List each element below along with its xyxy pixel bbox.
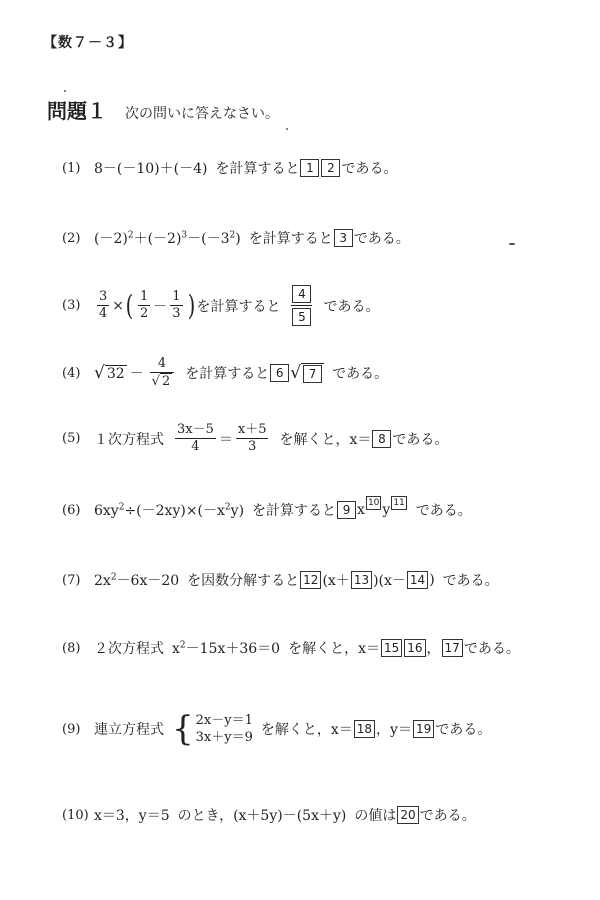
instruction-text: を計算すると (215, 161, 300, 177)
answer-box-15[interactable]: 15 (381, 639, 402, 657)
expression: 8－(－10)＋(－4) (94, 161, 208, 177)
question-6 (62, 500, 472, 520)
x-equals: x＝ (349, 431, 372, 448)
ending-text: である。 (442, 573, 499, 589)
fraction: $\frac{x+5}{3}$ (237, 422, 267, 454)
answer-fraction (291, 285, 312, 326)
answer-box-17[interactable]: 17 (442, 639, 463, 657)
ending-text: である。 (323, 298, 380, 315)
answer-box-11[interactable]: 11 (393, 498, 405, 508)
equation-label: ２次方程式 (94, 641, 164, 657)
expression: $6xy^2\div(-2xy)\times(-x^2y)$ (94, 502, 245, 519)
y-equals: y＝ (390, 722, 412, 738)
question-number: (3) (62, 298, 81, 313)
answer-box-13[interactable]: 13 (351, 571, 372, 589)
equation-1: 2x－y＝1 (195, 713, 253, 728)
ending-text: である。 (353, 231, 410, 247)
instruction-text: を計算すると (185, 366, 270, 382)
page-header: 【数７－３】 (43, 35, 133, 51)
instruction-text: を解くと， (260, 722, 331, 738)
answer-box-1[interactable]: 1 (300, 159, 319, 177)
answer-box-16[interactable]: 16 (404, 639, 425, 657)
question-number: (5) (62, 431, 81, 446)
ending-text: である。 (332, 366, 389, 382)
question-number: (4) (62, 365, 81, 381)
minus-sign: － (129, 366, 144, 382)
answer-box-3[interactable]: 3 (334, 229, 353, 247)
system-brace: { (172, 709, 194, 749)
question-number: (10) (62, 807, 89, 823)
answer-box-4[interactable]: 4 (292, 285, 311, 303)
fraction: 4 √ 2 (150, 356, 175, 390)
problem-title (47, 95, 279, 124)
question-number: (8) (62, 640, 81, 656)
instruction-text: を解くと， (288, 641, 359, 657)
fraction: $\frac{3x-5}{4}$ (177, 422, 214, 454)
ending-text: である。 (419, 808, 476, 824)
answer-box-18[interactable]: 18 (354, 720, 375, 738)
question-8 (62, 638, 520, 658)
answer-box-6[interactable]: 6 (270, 364, 289, 382)
square-root: √ 7 (290, 363, 324, 384)
equation-label: １次方程式 (94, 431, 164, 448)
question-7 (62, 570, 499, 590)
ending-text: である。 (415, 503, 472, 519)
question-number: (1) (62, 160, 81, 176)
equals-sign: ＝ (218, 431, 233, 448)
instruction-text: を計算すると (248, 231, 333, 247)
ending-text: である。 (435, 722, 492, 738)
expression: $(-2)^2+(-2)^3-(-3^2)$ (94, 230, 241, 247)
x-equals: x＝ (358, 641, 380, 657)
ending-text: である。 (463, 641, 520, 657)
question-3 (62, 285, 379, 326)
left-paren: ( (125, 288, 134, 322)
ending-text: である。 (392, 431, 449, 448)
instruction-text: を計算すると (252, 503, 337, 519)
var-x: x (357, 502, 365, 518)
x-equals: x＝ (330, 722, 353, 738)
speck-mark (509, 243, 515, 245)
answer-box-12[interactable]: 12 (300, 571, 321, 589)
question-4 (62, 356, 388, 390)
question-1 (62, 158, 397, 178)
times-sign: × (112, 297, 125, 314)
ending-text: である。 (341, 161, 398, 177)
instruction-text: の値は (354, 808, 397, 824)
speck-mark (64, 90, 66, 92)
square-root: √ 32 (94, 363, 125, 383)
condition: x＝3，y＝5 (94, 808, 170, 824)
factor-text: ) (429, 572, 435, 588)
right-paren: ) (187, 288, 195, 322)
instruction-text: を計算すると (196, 298, 281, 315)
instruction-text: を解くと， (279, 431, 350, 448)
equation-2: 3x＋y＝9 (195, 730, 253, 745)
equation-label: 連立方程式 (94, 722, 164, 738)
factor-text: (x＋ (322, 573, 350, 589)
minus-sign: － (153, 298, 168, 315)
question-number: (9) (62, 721, 81, 737)
speck-mark (286, 128, 288, 130)
fraction: $\frac{1}{3}$ (172, 289, 181, 321)
answer-box-19[interactable]: 19 (413, 720, 434, 738)
answer-box-20[interactable]: 20 (397, 806, 418, 824)
fraction: $\frac{3}{4}$ (99, 289, 108, 321)
question-5 (62, 422, 448, 455)
expression: $2x^2-6x-20$ (94, 572, 180, 589)
answer-box-14[interactable]: 14 (407, 571, 428, 589)
question-number: (7) (62, 572, 81, 588)
equation-system (196, 712, 253, 746)
answer-box-8[interactable]: 8 (372, 430, 391, 448)
answer-box-9[interactable]: 9 (337, 501, 356, 519)
comma: ， (426, 641, 441, 657)
expression: $x^2-15x+36=0$ (172, 640, 281, 657)
var-y: y (382, 502, 391, 518)
question-number: (6) (62, 502, 81, 518)
question-9 (62, 709, 492, 749)
instruction-text: のとき， (177, 808, 234, 824)
question-2 (62, 228, 410, 248)
fraction: $\frac{1}{2}$ (139, 289, 149, 321)
answer-box-7[interactable]: 7 (303, 365, 322, 383)
problem-number: 問題１ (47, 99, 107, 123)
expression: (x＋5y)－(5x＋y) (233, 808, 347, 824)
instruction-text: を因数分解すると (187, 573, 300, 589)
answer-box-5[interactable]: 5 (292, 308, 311, 326)
question-number: (2) (62, 230, 81, 246)
comma: ， (376, 722, 391, 738)
answer-box-10[interactable]: 10 (367, 498, 380, 508)
factor-text: )(x－ (373, 573, 406, 589)
question-10 (62, 805, 476, 825)
answer-box-2[interactable]: 2 (321, 159, 340, 177)
problem-instruction: 次の問いに答えなさい。 (125, 106, 279, 122)
